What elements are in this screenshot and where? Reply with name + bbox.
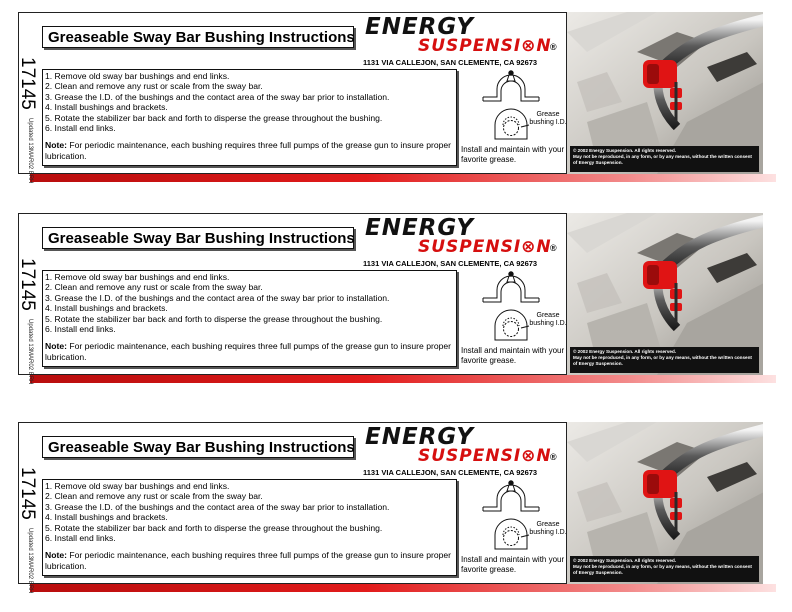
revision-note: Updated 13MAR02 BRH: [27, 319, 33, 385]
card-title: Greaseable Sway Bar Bushing Instructions: [42, 26, 354, 48]
step-item: 4. Install bushings and brackets.: [45, 102, 168, 113]
company-address: 1131 VIA CALLEJON, SAN CLEMENTE, CA 92673: [363, 468, 538, 477]
step-item: 2. Clean and remove any rust or scale from the sway bar.: [45, 491, 263, 502]
step-item: 2. Clean and remove any rust or scale from the sway bar.: [45, 81, 263, 92]
product-photo: [566, 422, 763, 584]
step-item: 6. Install end links.: [45, 533, 116, 544]
note-label: Note:: [45, 140, 67, 151]
bushing-drawing: [495, 519, 529, 549]
registered-mark: ®: [550, 42, 557, 52]
instruction-card-2: [18, 213, 770, 385]
note-label: Note:: [45, 550, 67, 561]
step-item: 1. Remove old sway bar bushings and end links.: [45, 481, 230, 491]
maintenance-note: [45, 140, 454, 161]
bracket-drawing: [483, 71, 539, 101]
copyright-line-1: © 2002 Energy Suspension. All rights reserved.: [573, 148, 677, 153]
note-text: For periodic maintenance, each bushing requires three full pumps of the grease gun to insure proper lubrication.: [45, 341, 452, 362]
registered-mark: ®: [550, 243, 557, 253]
maintain-text: Install and maintain with your favorite grease.: [461, 346, 565, 365]
step-item: 5. Rotate the stabilizer bar back and forth to disperse the grease throughout the bushing.: [45, 522, 383, 533]
bushing-drawing: [495, 109, 529, 139]
copyright-line-1: © 2002 Energy Suspension. All rights reserved.: [573, 558, 677, 563]
company-address: 1131 VIA CALLEJON, SAN CLEMENTE, CA 92673: [363, 58, 538, 67]
copyright-line-2: May not be reproduced, in any form, or by any means, without the written consent of Energy Suspension.: [573, 564, 752, 575]
card-title: Greaseable Sway Bar Bushing Instructions: [42, 436, 354, 458]
step-item: 6. Install end links.: [45, 123, 116, 134]
grease-label: Grease bushing I.D.: [529, 111, 567, 126]
instruction-steps: [42, 479, 457, 576]
step-item: 6. Install end links.: [45, 324, 116, 335]
card-title: Greaseable Sway Bar Bushing Instructions: [42, 227, 354, 249]
instruction-steps: [42, 270, 457, 367]
copyright-line-1: © 2002 Energy Suspension. All rights reserved.: [573, 349, 677, 354]
registered-mark: ®: [550, 452, 557, 462]
grease-label: Grease bushing I.D.: [529, 312, 567, 327]
bracket-drawing: [483, 272, 539, 302]
brand-logo-top: ENERGY: [365, 424, 474, 450]
copyright-notice: [570, 347, 759, 373]
instruction-card-3: [18, 422, 770, 594]
grease-label: Grease bushing I.D.: [529, 521, 567, 536]
brand-logo-bottom: SUSPENSI⊗N: [418, 36, 552, 56]
step-item: 3. Grease the I.D. of the bushings and the contact area of the sway bar prior to installation.: [45, 91, 390, 102]
step-item: 1. Remove old sway bar bushings and end links.: [45, 71, 230, 81]
product-photo: [566, 213, 763, 375]
part-number: 17145: [17, 56, 38, 110]
brand-logo-top: ENERGY: [365, 14, 474, 40]
part-number: 17145: [17, 257, 38, 311]
maintenance-note: [45, 341, 454, 362]
step-item: 5. Rotate the stabilizer bar back and forth to disperse the grease throughout the bushing.: [45, 112, 383, 123]
copyright-notice: [570, 146, 759, 172]
bushing-diagram: [473, 268, 567, 342]
step-item: 3. Grease the I.D. of the bushings and the contact area of the sway bar prior to installation.: [45, 292, 390, 303]
bushing-diagram: [473, 477, 567, 551]
bracket-drawing: [483, 481, 539, 511]
step-item: 4. Install bushings and brackets.: [45, 512, 168, 523]
brand-logo-bottom: SUSPENSI⊗N: [418, 237, 552, 257]
maintain-text: Install and maintain with your favorite grease.: [461, 145, 565, 164]
step-item: 4. Install bushings and brackets.: [45, 303, 168, 314]
step-item: 1. Remove old sway bar bushings and end links.: [45, 272, 230, 282]
instruction-steps: [42, 69, 457, 166]
step-item: 3. Grease the I.D. of the bushings and the contact area of the sway bar prior to installation.: [45, 501, 390, 512]
brand-logo-bottom: SUSPENSI⊗N: [418, 446, 552, 466]
product-photo: [566, 12, 763, 174]
copyright-notice: [570, 556, 759, 582]
maintain-text: Install and maintain with your favorite grease.: [461, 555, 565, 574]
note-label: Note:: [45, 341, 67, 352]
step-item: 5. Rotate the stabilizer bar back and forth to disperse the grease throughout the bushing.: [45, 313, 383, 324]
part-number: 17145: [17, 466, 38, 520]
red-accent-bar: [30, 174, 776, 182]
company-address: 1131 VIA CALLEJON, SAN CLEMENTE, CA 92673: [363, 259, 538, 268]
copyright-line-2: May not be reproduced, in any form, or by any means, without the written consent of Energy Suspension.: [573, 355, 752, 366]
step-item: 2. Clean and remove any rust or scale from the sway bar.: [45, 282, 263, 293]
brand-logo-top: ENERGY: [365, 215, 474, 241]
red-accent-bar: [30, 584, 776, 592]
revision-note: Updated 13MAR02 BRH: [27, 118, 33, 184]
maintenance-note: [45, 550, 454, 571]
revision-note: Updated 13MAR02 BRH: [27, 528, 33, 594]
bushing-drawing: [495, 310, 529, 340]
bushing-diagram: [473, 67, 567, 141]
red-accent-bar: [30, 375, 776, 383]
note-text: For periodic maintenance, each bushing requires three full pumps of the grease gun to insure proper lubrication.: [45, 140, 452, 161]
note-text: For periodic maintenance, each bushing requires three full pumps of the grease gun to insure proper lubrication.: [45, 550, 452, 571]
copyright-line-2: May not be reproduced, in any form, or by any means, without the written consent of Energy Suspension.: [573, 154, 752, 165]
instruction-card-1: [18, 12, 770, 184]
